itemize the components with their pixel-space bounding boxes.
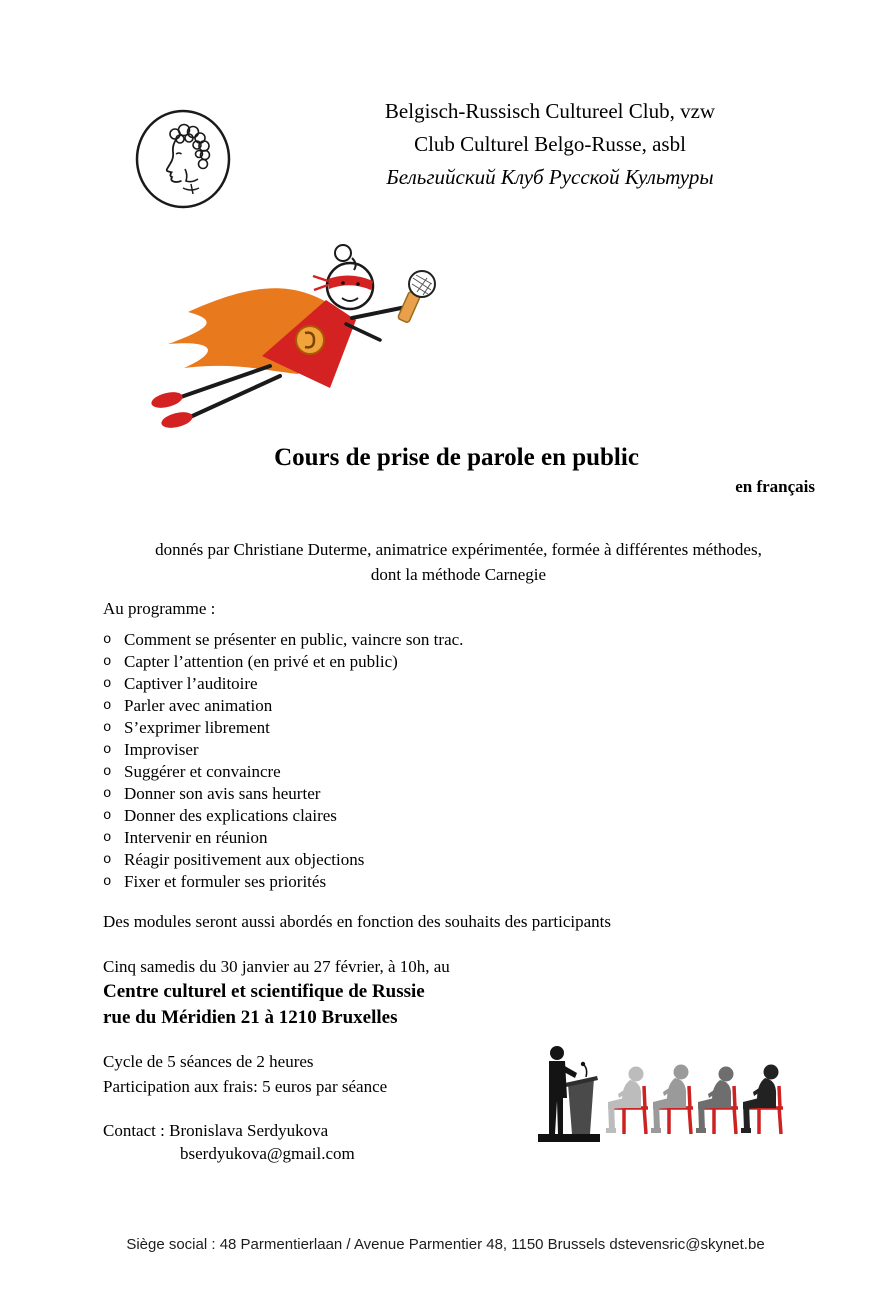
programme-item xyxy=(103,783,463,805)
intro-line-1: donnés par Christiane Duterme, animatrice expérimentée, formée à différentes méthodes, xyxy=(155,540,762,559)
bullet-marker: o xyxy=(103,698,112,714)
audience-illustration xyxy=(528,1038,800,1153)
programme-list xyxy=(103,629,463,893)
attendee-3 xyxy=(696,1067,738,1135)
club-name-nl: Belgisch-Russisch Cultureel Club, vzw xyxy=(384,99,716,123)
programme-heading: Au programme : xyxy=(103,599,216,618)
lectern xyxy=(568,1078,594,1134)
details-section xyxy=(103,1049,387,1099)
hero-illustration xyxy=(122,220,452,443)
programme-item xyxy=(103,761,463,783)
attendee-1 xyxy=(606,1067,648,1135)
bullet-marker: o xyxy=(103,676,112,692)
bullet-marker: o xyxy=(103,720,112,736)
intro-line-2: dont la méthode Carnegie xyxy=(370,565,547,584)
bullet-marker: o xyxy=(103,808,112,824)
programme-item xyxy=(103,849,463,871)
legs xyxy=(178,366,280,418)
contact-email: bserdyukova@gmail.com xyxy=(180,1144,355,1163)
lectern-mic xyxy=(584,1065,587,1077)
attendee-4 xyxy=(741,1065,783,1135)
programme-section xyxy=(103,599,463,893)
programme-item-text: Capter l’attention (en privé et en public) xyxy=(124,652,398,671)
eye xyxy=(341,281,345,285)
flying-superhero-icon xyxy=(122,220,452,438)
programme-item-text: Réagir positivement aux objections xyxy=(124,850,365,869)
page-title: Cours de prise de parole en public xyxy=(274,444,639,471)
speaker-audience-icon xyxy=(528,1038,800,1148)
bullet-marker: o xyxy=(103,874,112,890)
language-note: en français xyxy=(735,477,815,496)
fee-info: Participation aux frais: 5 euros par séance xyxy=(103,1077,388,1096)
programme-item xyxy=(103,871,463,893)
programme-item xyxy=(103,805,463,827)
programme-item xyxy=(103,629,463,651)
bullet-marker: o xyxy=(103,852,112,868)
bullet-marker: o xyxy=(103,654,112,670)
programme-item-text: Donner des explications claires xyxy=(124,806,337,825)
programme-item-text: Parler avec animation xyxy=(124,696,273,715)
contact-section xyxy=(103,1119,355,1165)
bullet-marker: o xyxy=(103,786,112,802)
mask-ties xyxy=(313,276,328,290)
programme-item-text: Intervenir en réunion xyxy=(124,828,268,847)
pushkin-portrait-icon xyxy=(133,107,233,211)
programme-item xyxy=(103,827,463,849)
club-names xyxy=(260,95,840,194)
programme-item xyxy=(103,673,463,695)
programme-item-text: Donner son avis sans heurter xyxy=(124,784,321,803)
club-logo xyxy=(133,107,233,216)
hair-bun xyxy=(335,245,351,261)
contact-name: Contact : Bronislava Serdyukova xyxy=(103,1121,329,1140)
eye xyxy=(356,282,360,286)
programme-item-text: Improviser xyxy=(124,740,199,759)
venue-name: Centre culturel et scientifique de Russie xyxy=(103,981,425,1002)
bullet-marker: o xyxy=(103,764,112,780)
programme-item-text: Suggérer et convaincre xyxy=(124,762,281,781)
cycle-info: Cycle de 5 séances de 2 heures xyxy=(103,1052,314,1071)
programme-item-text: Comment se présenter en public, vaincre son trac. xyxy=(124,630,464,649)
attendee-2 xyxy=(651,1065,693,1135)
venue-address: rue du Méridien 21 à 1210 Bruxelles xyxy=(103,1007,398,1028)
bullet-marker: o xyxy=(103,830,112,846)
lectern-mic-head xyxy=(581,1062,585,1066)
bullet-marker: o xyxy=(103,632,112,648)
modules-note: Des modules seront aussi abordés en fonction des souhaits des participants xyxy=(103,912,612,931)
programme-item xyxy=(103,651,463,673)
podium-base xyxy=(538,1134,600,1142)
schedule-dates: Cinq samedis du 30 janvier au 27 février, à 10h, au xyxy=(103,957,450,976)
emblem xyxy=(296,326,324,354)
club-name-ru: Бельгийский Клуб Русской Культуры xyxy=(386,165,714,189)
bullet-marker: o xyxy=(103,742,112,758)
intro-paragraph xyxy=(0,537,891,587)
club-name-fr: Club Culturel Belgo-Russe, asbl xyxy=(414,132,686,156)
programme-item-text: Fixer et formuler ses priorités xyxy=(124,872,327,891)
programme-item-text: S’exprimer librement xyxy=(124,718,270,737)
programme-item xyxy=(103,739,463,761)
shoe xyxy=(160,409,194,430)
schedule-section xyxy=(103,954,450,1031)
programme-item-text: Captiver l’auditoire xyxy=(124,674,258,693)
shoe xyxy=(150,389,184,410)
programme-item xyxy=(103,695,463,717)
programme-item xyxy=(103,717,463,739)
footer-address: Siège social : 48 Parmentierlaan / Avenue Parmentier 48, 1150 Brussels dstevensric@skynet.be xyxy=(126,1236,765,1253)
